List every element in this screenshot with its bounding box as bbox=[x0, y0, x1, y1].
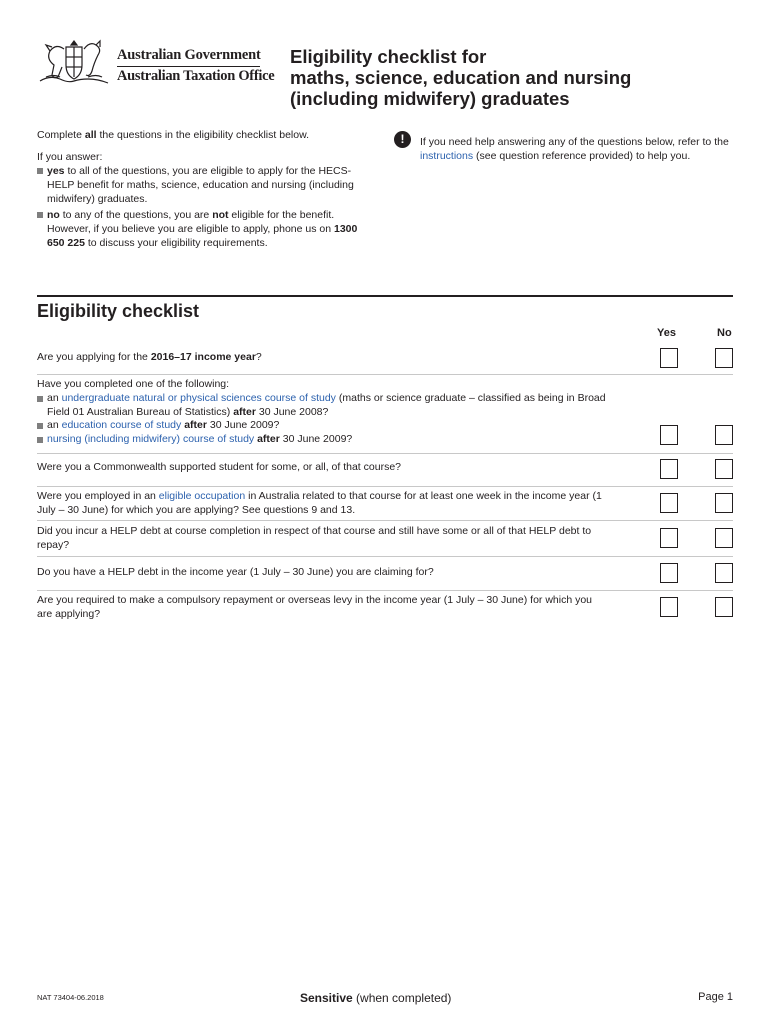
q4-no-checkbox[interactable] bbox=[715, 493, 733, 513]
question-6: Do you have a HELP debt in the income year (1 July – 30 June) you are claiming for? bbox=[37, 566, 434, 578]
q7-no-checkbox[interactable] bbox=[715, 597, 733, 617]
question-3: Were you a Commonwealth supported student for some, or all, of that course? bbox=[37, 461, 401, 473]
title-line-1: Eligibility checklist for bbox=[290, 46, 487, 67]
q1-no-checkbox[interactable] bbox=[715, 348, 733, 368]
question-5: Did you incur a HELP debt at course completion in respect of that course and still have some or all of that HELP debt to repay? bbox=[37, 525, 592, 551]
page-number: Page 1 bbox=[698, 991, 733, 1003]
row-divider bbox=[37, 556, 733, 557]
coat-of-arms-icon bbox=[36, 37, 112, 87]
q4-yes-checkbox[interactable] bbox=[660, 493, 678, 513]
q3-yes-checkbox[interactable] bbox=[660, 459, 678, 479]
q3-no-checkbox[interactable] bbox=[715, 459, 733, 479]
education-course-link[interactable]: education course of study bbox=[61, 419, 182, 432]
q2-bullet-education: an education course of study after 30 June 2009? bbox=[37, 419, 607, 433]
row-divider bbox=[37, 520, 733, 521]
sensitivity-label: Sensitive (when completed) bbox=[300, 991, 452, 1005]
q2-no-checkbox[interactable] bbox=[715, 425, 733, 445]
logo-divider bbox=[117, 66, 260, 67]
title-line-3: (including midwifery) graduates bbox=[290, 88, 570, 109]
question-1: Are you applying for the 2016–17 income year? bbox=[37, 351, 262, 363]
eligible-occupation-link[interactable]: eligible occupation bbox=[158, 490, 246, 502]
sciences-course-link[interactable]: undergraduate natural or physical sciences course of study bbox=[61, 391, 336, 404]
q5-no-checkbox[interactable] bbox=[715, 528, 733, 548]
intro-text bbox=[37, 128, 377, 250]
question-2 bbox=[37, 378, 607, 447]
q2-intro: Have you completed one of the following: bbox=[37, 378, 230, 390]
q7-yes-checkbox[interactable] bbox=[660, 597, 678, 617]
q2-bullet-sciences: an undergraduate natural or physical sciences course of study (maths or science graduate – classified as being in Broad Field 01 Australian Bureau of Statistics) after 30 June 2008? bbox=[37, 392, 607, 420]
title-line-2: maths, science, education and nursing bbox=[290, 67, 632, 88]
nursing-course-link[interactable]: nursing (including midwifery) course of study bbox=[47, 433, 255, 446]
question-7: Are you required to make a compulsory repayment or overseas levy in the income year (1 July – 30 June) for which you are applying? bbox=[37, 594, 593, 620]
intro-yes-bullet: yes to all of the questions, you are eligible to apply for the HECS-HELP benefit for maths, science, education and nursing (including midwifery) graduates. bbox=[37, 164, 377, 206]
intro-lead: Complete all the questions in the eligibility checklist below. bbox=[37, 129, 309, 141]
row-divider bbox=[37, 486, 733, 487]
question-4: Were you employed in an eligible occupation in Australia related to that course for at least one week in the income year (1 July – 30 June) for which you are applying? See questions 9 and 13. bbox=[37, 490, 602, 516]
exclamation-icon: ! bbox=[394, 131, 411, 148]
yes-column-header: Yes bbox=[657, 327, 676, 339]
agency-name: Australian Taxation Office bbox=[117, 68, 275, 84]
no-column-header: No bbox=[717, 327, 732, 339]
row-divider bbox=[37, 453, 733, 454]
intro-if-answer: If you answer: bbox=[37, 151, 103, 163]
checklist-heading: Eligibility checklist bbox=[37, 301, 200, 321]
government-name: Australian Government bbox=[117, 47, 261, 63]
q1-yes-checkbox[interactable] bbox=[660, 348, 678, 368]
q5-yes-checkbox[interactable] bbox=[660, 528, 678, 548]
page-title bbox=[290, 46, 730, 109]
row-divider bbox=[37, 590, 733, 591]
q6-no-checkbox[interactable] bbox=[715, 563, 733, 583]
intro-no-bullet: no to any of the questions, you are not eligible for the benefit. However, if you believe you are eligible to apply, phone us on 1300 650 225 to discuss your eligibility requirements. bbox=[37, 208, 377, 250]
row-divider bbox=[37, 374, 733, 375]
instructions-link[interactable]: instructions bbox=[420, 150, 474, 162]
q2-yes-checkbox[interactable] bbox=[660, 425, 678, 445]
form-code: NAT 73404-06.2018 bbox=[37, 993, 104, 1002]
q6-yes-checkbox[interactable] bbox=[660, 563, 678, 583]
section-divider bbox=[37, 295, 733, 297]
q2-bullet-nursing: nursing (including midwifery) course of study after 30 June 2009? bbox=[37, 433, 607, 447]
help-note: If you need help answering any of the questions below, refer to the instructions (see question reference provided) to help you. bbox=[420, 136, 729, 162]
